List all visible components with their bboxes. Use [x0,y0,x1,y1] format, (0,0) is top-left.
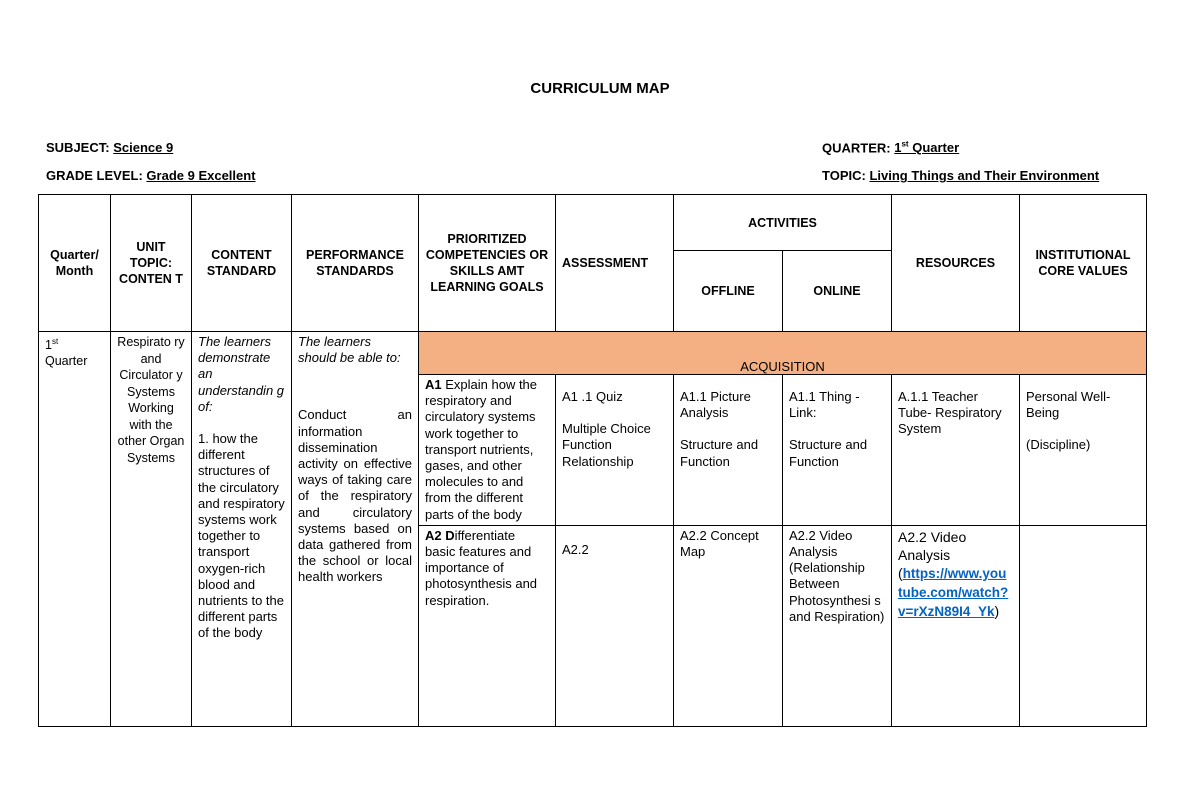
curriculum-table [38,194,1147,727]
header-online: ONLINE [783,251,892,332]
grade-line [46,168,256,183]
header-resources: RESOURCES [892,195,1020,332]
quarter-label: QUARTER: [822,140,891,156]
subject-value: Science 9 [113,140,174,155]
subject-label: SUBJECT: [46,140,110,155]
header-prioritized-competencies: PRIORITIZED COMPETENCIES OR SKILLS AMT LEARNING GOALS [419,195,556,332]
a2-resources: A2.2 Video Analysis (https://www.you tube.com/watch? v=rXzN89I4_Yk) [892,525,1020,726]
a2-competency: A2 Differentiate basic features and importance of photosynthesis and respiration. [419,525,556,726]
video-link[interactable]: https://www.you tube.com/watch? v=rXzN89I4_Yk [898,565,1009,619]
header-core-values: INSTITUTIONAL CORE VALUES [1020,195,1147,332]
performance-standards-cell: The learners should be able to: Conduct an information dissemination activity on effective ways of taking care of the respiratory and circulatory systems based on data gathered from the school or local health workers [292,332,419,727]
unit-topic-cell: Respirato ry and Circulator y Systems Working with the other Organ Systems [111,332,192,727]
quarter-value: 1st Quarter [894,140,960,156]
header-content-standard: CONTENT STANDARD [192,195,292,332]
a1-offline: A1.1 Picture Analysis Structure and Function [674,375,783,526]
a1-assessment: A1 .1 Quiz Multiple Choice Function Relationship [556,375,674,526]
a2-core-values [1020,525,1147,726]
grade-label: GRADE LEVEL: [46,168,143,183]
header-performance-standards: PERFORMANCE STANDARDS [292,195,419,332]
content-standard-cell: The learners demonstrate an understandin g of: 1. how the different structures of the circulatory and respiratory systems work together to transport oxygen-rich blood and nutrients to the different parts of the body [192,332,292,727]
a1-core-values: Personal Well-Being (Discipline) [1020,375,1147,526]
page-title: CURRICULUM MAP [530,80,670,97]
topic-line [822,168,1099,183]
a2-offline: A2.2 Concept Map [674,525,783,726]
a1-online: A1.1 Thing -Link: Structure and Function [783,375,892,526]
a1-resources: A.1.1 Teacher Tube- Respiratory System [892,375,1020,526]
header-unit-topic: UNIT TOPIC: CONTEN T [111,195,192,332]
a2-assessment: A2.2 [556,525,674,726]
topic-label: TOPIC: [822,168,866,183]
quarter-line [822,140,959,155]
subject-line [46,140,173,155]
grade-value: Grade 9 Excellent [146,168,256,183]
header-activities: ACTIVITIES [674,195,892,251]
acquisition-banner: ACQUISITION [419,332,1147,375]
a1-competency: A1 Explain how the respiratory and circulatory systems work together to transport nutrients, gases, and other molecules to and from the different parts of the body [419,375,556,526]
header-quarter-month: Quarter/ Month [39,195,111,332]
header-offline: OFFLINE [674,251,783,332]
quarter-cell: 1st Quarter [39,332,111,727]
a2-online: A2.2 Video Analysis (Relationship Between Photosynthesi s and Respiration) [783,525,892,726]
header-assessment: ASSESSMENT [556,195,674,332]
topic-value: Living Things and Their Environment [869,168,1100,183]
